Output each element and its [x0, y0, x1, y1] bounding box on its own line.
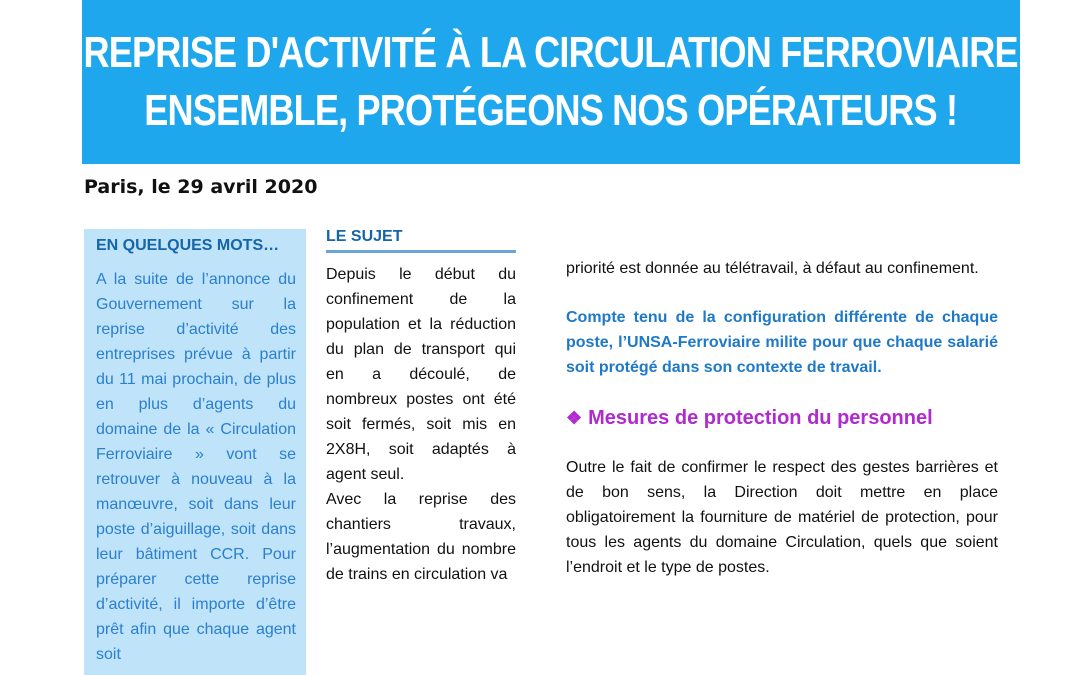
sujet-column — [326, 262, 516, 587]
banner-title-line-2: ENSEMBLE, PROTÉGEONS NOS OPÉRATEURS ! — [144, 86, 958, 135]
sujet-heading: LE SUJET — [326, 228, 403, 245]
right-paragraph-3: Outre le fait de confirmer le respect des gestes barrières et de bon sens, la Direction doit mettre en place obligatoirement la fourniture de matériel de protection, pour tous les agents du domaine Circulation, quels que soient l’endroit et le type de postes. — [566, 459, 998, 576]
right-column — [566, 256, 998, 580]
section-heading-text: Mesures de protection du personnel — [588, 407, 933, 429]
summary-box-body: A la suite de l’annonce du Gouvernement sur la reprise d’activité des entreprises prévue à partir du 11 mai prochain, de plus en plus d’agents du domaine de la « Circulation Ferroviaire » vont se retrouver à nouveau à la manœuvre, soit dans leur poste d’aiguillage, soit dans leur bâtiment CCR. Pour préparer cette reprise d’activité, il importe d’être prêt afin que chaque agent soit — [96, 271, 296, 663]
sujet-paragraph-1: Depuis le début du confinement de la population et la réduction du plan de transport qui en a découlé, de nombreux postes ont été soit fermés, soit mis en 2X8H, soit adaptés à agent seul. — [326, 266, 516, 483]
diamond-bullet-icon: ❖ — [566, 408, 583, 428]
summary-box-title: EN QUELQUES MOTS… — [96, 237, 280, 254]
right-paragraph-1: priorité est donnée au télétravail, à défaut au confinement. — [566, 260, 979, 277]
summary-box — [84, 229, 306, 675]
dateline: Paris, le 29 avril 2020 — [84, 176, 318, 198]
title-banner — [82, 0, 1020, 164]
unsa-statement: Compte tenu de la configuration différente de chaque poste, l’UNSA-Ferroviaire milite pour que chaque salarié soit protégé dans son contexte de travail. — [566, 309, 998, 376]
sujet-paragraph-2: Avec la reprise des chantiers travaux, l’augmentation du nombre de trains en circulation va — [326, 491, 516, 583]
sujet-heading-bar — [326, 228, 516, 253]
banner-title-line-1: REPRISE D'ACTIVITÉ À LA CIRCULATION FERROVIAIRE — [83, 28, 1019, 77]
section-heading — [566, 406, 998, 431]
